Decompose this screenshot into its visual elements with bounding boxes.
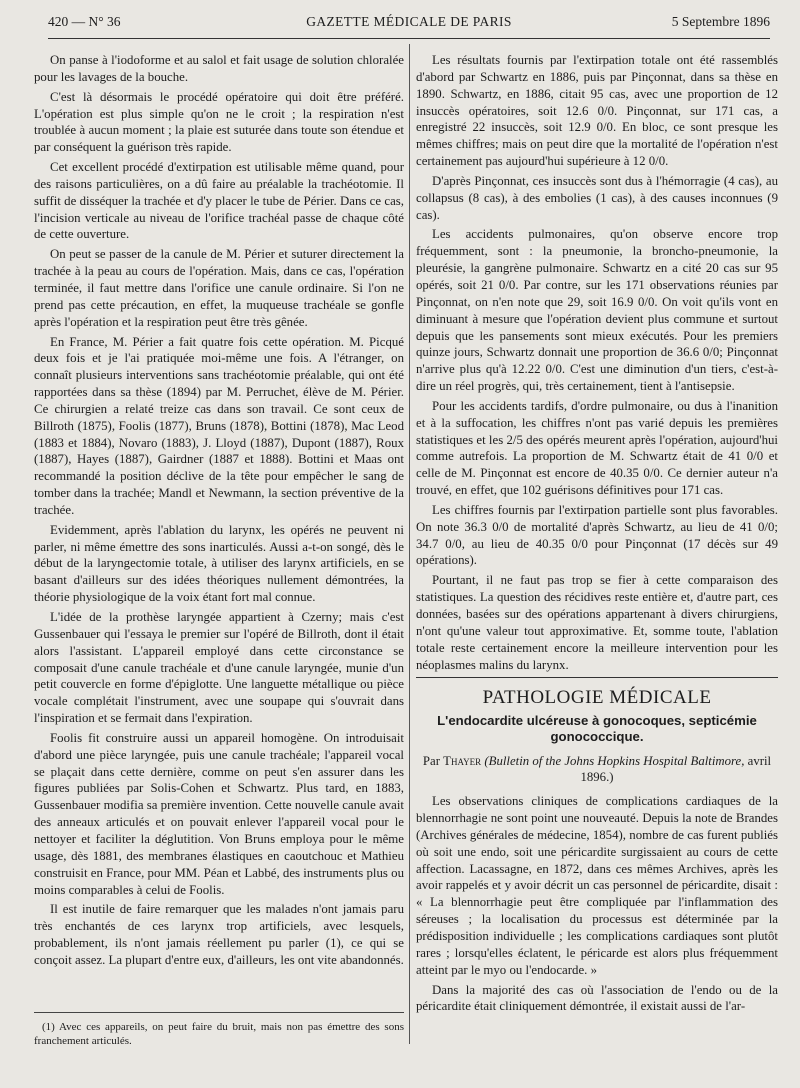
paragraph: On peut se passer de la canule de M. Périer et suturer directement la trachée à la peau au cours de l'opération. Mais, dans ce cas, l'opération terminée, il faut mettre dans l'orifice une canule ordinaire. Si l'on ne prend pas cette précaution, en effet, la muqueuse trachéale se gonfle après l'opération et la respiration peut être très gênée. [34,247,404,329]
footnote [34,1020,404,1048]
paragraph: Les chiffres fournis par l'extirpation partielle sont plus favorables. On note 36.3 0/0 de mortalité d'après Schwartz, au lieu de 41 0/0; 34.7 0/0, au lieu de 40.35 0/0 pour Pinçonnat (17 décès sur 49 opérations). [416,502,778,568]
paragraph: L'idée de la prothèse laryngée appartient à Czerny; mais c'est Gussenbauer qui l'essaya le premier sur l'opéré de Billroth, dont il était alors l'assistant. L'appareil employé dans cette circonstance se composait d'une canule trachéale et d'une canule laryngée, munie d'un petit couvercle en forme d'épiglotte. Une languette métallique ou pièce vocale complétait l'instrument, avec une soupape qui s'ouvrait dans l'inspiration et se fermait dans l'expiration. [34,610,404,726]
paragraph: Dans la majorité des cas où l'association de l'endo ou de la péricardite était cliniquement démontrée, il existait aussi de l'ar- [416,982,778,1014]
paragraph: C'est là désormais le procédé opératoire qui doit être préféré. L'opération est plus simple qu'on ne le croit ; la respiration n'est troublée à aucun moment ; la plaie est suturée dans toute son étendue et par conséquent la guérison très rapide. [34,89,404,155]
byline-author: Thayer [443,754,482,769]
page-number: 420 — N° 36 [48,14,121,29]
paragraph: Pour les accidents tardifs, d'ordre pulmonaire, ou dus à l'inanition et à la suffocation, les chiffres n'ont pas varié depuis les premières statistiques et les 2/5 des opérés meurent après l'opération, aujourd'hui comme autrefois. La proportion de M. Schwartz était de 41 0/0 et celle de M. Pinçonnat est encore de 40.35 0/0. Ce dernier auteur n'a trouvé, en effet, que 102 guérisons définitives pour 171 cas. [416,398,778,498]
section-rule [416,677,778,678]
paragraph: Pourtant, il ne faut pas trop se fier à cette comparaison des statistiques. La question des récidives reste entière et, d'autre part, ces données, basées sur des opérations appartenant à divers chirurgiens, n'ont qu'une valeur tout approximative. Et, somme toute, l'ablation totale reste certainement encore la meilleure intervention pour les néoplasmes malins du larynx. [416,573,778,672]
issue-date: 5 Septembre 1896 [671,14,770,29]
footnote-rule [34,1012,404,1013]
section-title: PATHOLOGIE MÉDICALE [482,687,712,709]
publication-title: GAZETTE MÉDICALE DE PARIS [306,14,512,29]
paragraph: Les résultats fournis par l'extirpation totale ont été rassemblés d'abord par Schwartz en 1886, puis par Pinçonnat, dans sa thèse en 1890. Schwartz, en 1886, citait 95 cas, avec une proportion de 12 insuccès opératoires, soit 12.6 0/0. Pinçonnat, sur 171 cas, a enregistré 22 insuccès, soit 12.9 0/0. En bloc, ce sont presque les mêmes chiffres; mais on peut dire que la mortalité de l'opération n'est certainement pas aujourd'hui supérieure à 12 0/0. [416,53,778,169]
byline-date: avril 1896.) [580,754,772,785]
paragraph: Cet excellent procédé d'extirpation est utilisable même quand, pour des raisons particulières, on a dû faire au préalable la trachéotomie. Il suffit de disséquer la trachée et d'y placer le tube de Périer. Dans ce cas, l'incision verticale au niveau de l'orifice trachéal passe de chaque côté de cette ouverture. [34,160,404,242]
byline-source: (Bulletin of the Johns Hopkins Hospital Baltimore, [484,754,745,769]
footnote-text: (1) Avec ces appareils, on peut faire du bruit, mais non pas émettre des sons franchement articulés. [34,1021,404,1047]
paragraph: On panse à l'iodoforme et au salol et fait usage de solution chloralée pour les lavages de la bouche. [34,53,404,84]
byline [416,753,778,785]
right-column [416,52,778,1018]
paragraph: D'après Pinçonnat, ces insuccès sont dus à l'hémorragie (4 cas), au collapsus (8 cas), à des embolies (1 cas), à des causes inconnues (9 cas). [416,173,778,222]
byline-par: Par [422,754,440,769]
paragraph: Il est inutile de faire remarquer que les malades n'ont jamais paru très enchantés de ces larynx trop artificiels, avec lesquels, probablement, ils n'ont jamais réellement pu parler (1), ce qui se conçoit assez. La plupart d'entre eux, d'ailleurs, les ont vite abandonnés. [34,902,404,967]
paragraph: Les accidents pulmonaires, qu'on observe encore trop fréquemment, sont : la pneumonie, la broncho-pneumonie, la pleurésie, la gangrène pulmonaire. Schwartz en a cité 20 cas sur 95 opérés, soit 21 0/0. Par contre, sur les 171 observations réunies par Pinçonnat, on n'en note que 29, soit 16.9 0/0. On voit qu'ils vont en diminuant à mesure que l'opération devient plus commune et surtout depuis que les pansements sont mieux exécutés. Pour les premiers quinze jours, Schwartz donnait une proportion de 36.6 0/0; Pinçonnat n'arrive plus qu'à 12.22 0/0. C'est une diminution d'un tiers, c'est-à-dire un réel progrès, qui, très certainement, tient à l'antisepsie. [416,227,778,394]
header-rule [48,38,770,39]
article-title: L'endocardite ulcéreuse à gonocoques, septicémie gonococcique. [437,713,757,745]
page-header [48,14,770,36]
left-column [34,52,404,972]
column-divider [409,44,410,1044]
paragraph: Evidemment, après l'ablation du larynx, les opérés ne peuvent ni parler, ni même émettre des sons inarticulés. Aussi a-t-on songé, dès le début de la laryngectomie totale, à utiliser des larynx artificiels, en se basant d'ailleurs sur des idées théoriques nullement démontrées, la théorie physiologique de la voix étant fort mal connue. [34,522,404,605]
paragraph: Les observations cliniques de complications cardiaques de la blennorrhagie ne sont point une nouveauté. Depuis la note de Brandes (Archives générales de médecine, 1854), nombre de cas furent publiés où soit une endo, soit une péricardite surgissaient au cours de cette affection. Lacassagne, en 1872, dans ces mêmes Archives, après les avoir rappelés et y avoir décrit un cas personnel de péricardite, disait : « La blennorrhagie peut être compliquée par l'inflammation des séreuses ; la localisation du processus est déterminée par la prédisposition individuelle ; les complications cardiaques sont plutôt rares ; lorsqu'elles éclatent, le péricarde est alors plus fréquemment atteint par le myo ou l'endocarde. » [416,794,778,977]
paragraph: En France, M. Périer a fait quatre fois cette opération. M. Picqué deux fois et je l'ai pratiquée moi-même une fois. A l'étranger, on connaît plusieurs interventions sans trachéotomie préalable, qui ont été rapportées dans sa thèse (1894) par M. Perruchet, élève de M. Périer. Ce chirurgien a relaté treize cas dans son travail. Ce sont ceux de Billroth (1875), Foolis (1877), Bruns (1878), Bottini (1878), Mac Leod (1883 et 1884), Novaro (1883), J. Lloyd (1887), Dupont (1887), Roux (1887), Hayes (1887), Gairdner (1887 et 1888). Bottini et Maas ont recommandé la position déclive de la tête pour empêcher le sang de tomber dans la trachée; Mandl et Newmann, la section préventive de la trachée. [34,334,404,517]
paragraph: Foolis fit construire aussi un appareil homogène. On introduisait d'abord une pièce laryngée, puis une canule trachéale; l'appareil vocal se plaçait dans cette dernière, comme on peut s'en assurer dans les figures publiées par Solis-Cohen et Schwartz. Plus tard, en 1883, Gussenbauer modifia sa première invention. Cette nouvelle canule avait des anneaux articulés et on pouvait enlever l'appareil vocal pour le nettoyer et faciliter la déglutition. Von Bruns employa pour le même usage, dès 1881, des membranes élastiques en caoutchouc et Mathieu construisit en France, pour MM. Péan et Labbé, des instruments plus ou moins comparables à celui de Foolis. [34,730,404,897]
